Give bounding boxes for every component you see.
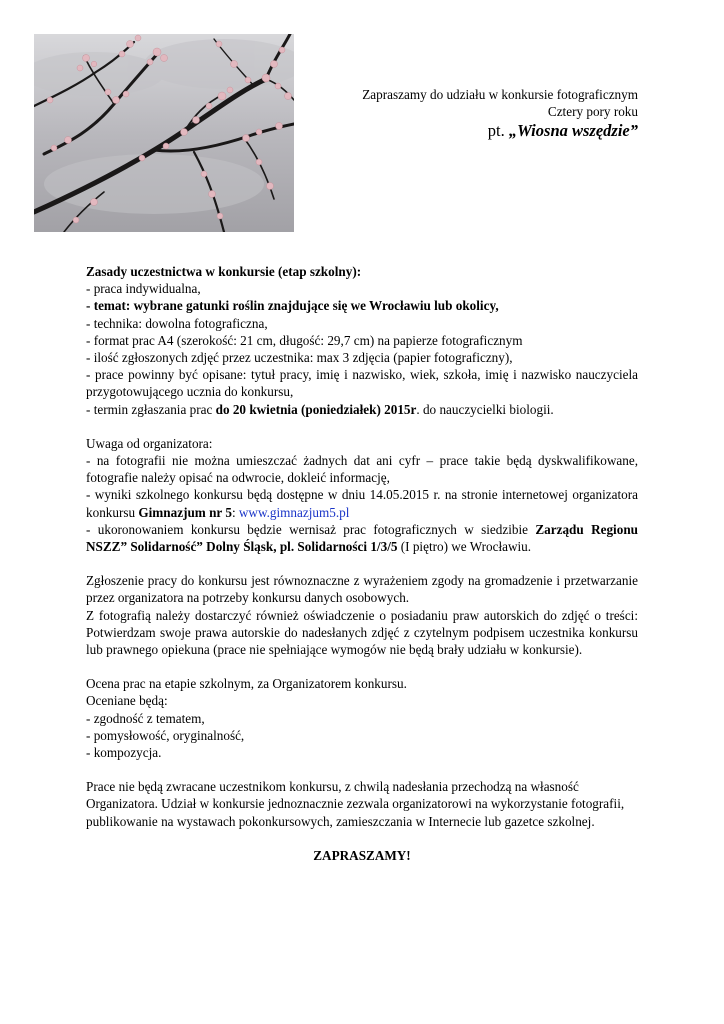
evaluation-line: Ocena prac na etapie szkolnym, za Organizatorem konkursu. <box>86 676 407 692</box>
rule-item: - format prac A4 (szerokość: 21 cm, długość: 29,7 cm) na papierze fotograficznym <box>86 332 523 348</box>
evaluation-line: Oceniane będą: <box>86 693 168 709</box>
note-item-results <box>86 486 638 520</box>
rule-item: - technika: dowolna fotograficzna, <box>86 315 268 331</box>
website-link[interactable]: www.gimnazjum5.pl <box>238 504 350 520</box>
rule-item: - praca indywidualna, <box>86 281 201 297</box>
copyright-paragraph: Z fotografią należy dostarczyć również oświadczenie o posiadaniu praw autorskich do zdjęć o treści: Potwierdzam swoje prawa autorskie do nadesłanych zdjęć z czytelnym podpisem uczestnika konkursu lub prawnego opiekuna (prace nie spełniające wymogów nie będą brały udziału w konkursie). <box>86 607 638 658</box>
vernissage-venue: Zarządu Regionu NSZZ” Solidarność” Dolny Śląsk, pl. Solidarności 1/3/5 <box>86 521 638 555</box>
criterion-item: - pomysłowość, oryginalność, <box>86 727 245 743</box>
vernissage-pre: - ukoronowaniem konkursu będzie wernisaż prac fotograficznych w siedzibie <box>86 521 536 537</box>
header-line-2: Cztery pory roku <box>547 104 638 119</box>
rule-item: - prace powinny być opisane: tytuł pracy, imię i nazwisko, wiek, szkoła, imię i nazwisko nauczyciela przygotowującego ucznia do konkursu, <box>86 367 638 400</box>
deadline-pre: - termin zgłaszania prac <box>86 401 216 417</box>
title-prefix: pt. <box>487 121 509 140</box>
results-pre: - wyniki szkolnego konkursu będą dostępne w dniu 14.05.2015 r. na stronie internetowej organizatora konkursu <box>86 487 638 520</box>
notes-heading: Uwaga od organizatora: <box>86 435 213 451</box>
vernissage-post: (I piętro) we Wrocławiu. <box>397 539 532 555</box>
rule-item-topic: - temat: wybrane gatunki roślin znajdujące się we Wrocławiu lub okolicy, <box>86 298 499 314</box>
results-sep: : <box>231 504 239 520</box>
rules-heading: Zasady uczestnictwa w konkursie (etap szkolny): <box>86 264 362 279</box>
criterion-item: - zgodność z tematem, <box>86 710 205 726</box>
title-italic: „Wiosna wszędzie” <box>508 121 638 140</box>
deadline-date: do 20 kwietnia (poniedziałek) 2015r <box>215 401 417 417</box>
document-body <box>86 263 638 864</box>
final-paragraph: Prace nie będą zwracane uczestnikom konkursu, z chwilą nadesłania przechodzą na własność Organizatora. Udział w konkursie jednoznacznie zezwala organizatorowi na wykorzystanie fotografii, publikowanie na wystawach pokonkursowych, zamieszczania w Internecie lub gazetce szkolnej. <box>86 779 625 829</box>
invitation-header <box>362 86 638 142</box>
criterion-item: - kompozycja. <box>86 745 162 761</box>
consent-paragraph: Zgłoszenie pracy do konkursu jest równoznaczne z wyrażeniem zgody na gromadzenie i przetwarzanie przez organizatora na potrzeby konkursu danych osobowych. <box>86 573 638 606</box>
blossom-photo <box>34 34 294 232</box>
school-name: Gimnazjum nr 5 <box>138 504 232 520</box>
contest-title <box>362 120 638 142</box>
closing-invitation: ZAPRASZAMY! <box>313 847 411 863</box>
rule-item: - ilość zgłoszonych zdjęć przez uczestnika: max 3 zdjęcia (papier fotograficzny), <box>86 350 513 366</box>
deadline-post: . do nauczycielki biologii. <box>416 401 554 417</box>
note-item-vernissage <box>86 521 638 555</box>
note-item: - na fotografii nie można umieszczać żadnych dat ani cyfr – prace takie będą dyskwalifikowane, fotografie należy opisać na odwrocie, dokleić informację, <box>86 453 638 486</box>
header-line-1: Zapraszamy do udziału w konkursie fotograficznym <box>362 87 638 102</box>
rule-item-deadline <box>86 401 638 418</box>
